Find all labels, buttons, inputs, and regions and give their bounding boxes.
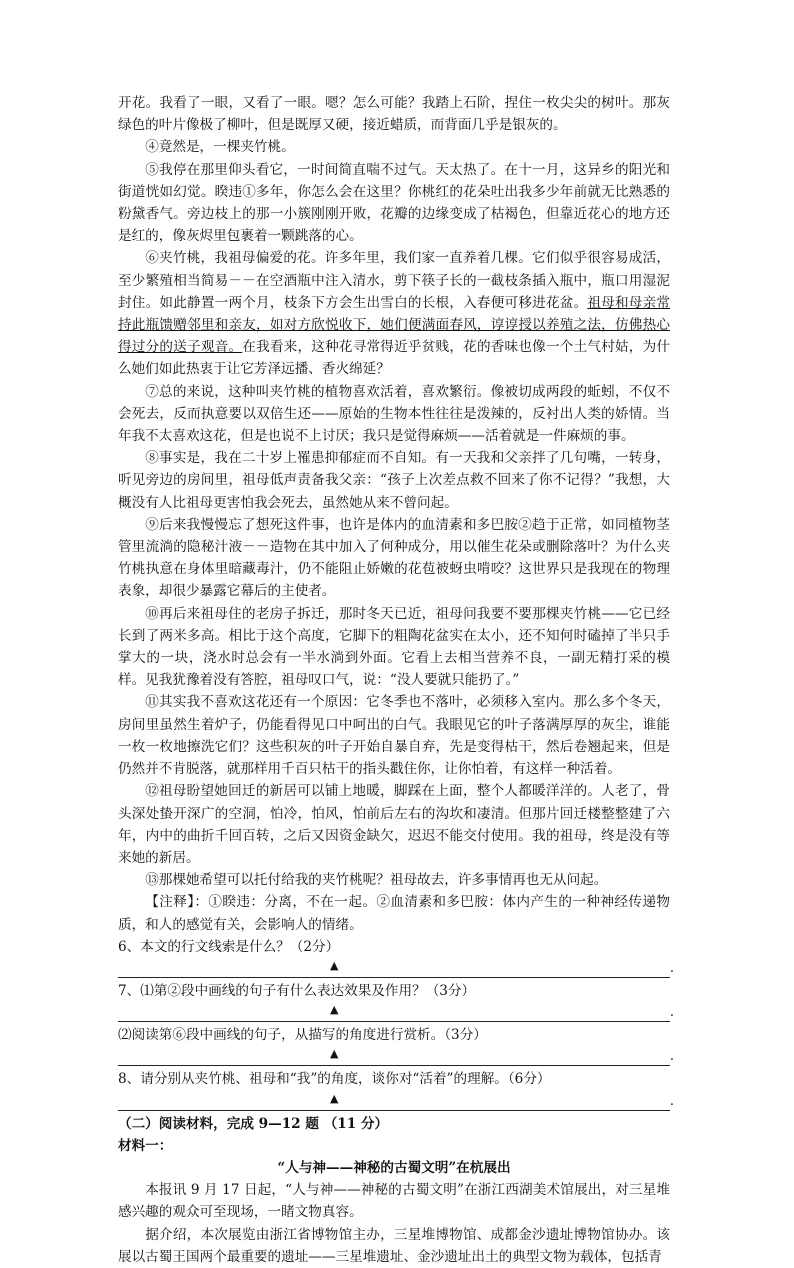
question-7-2: ⑵阅读第⑥段中画线的句子，从描写的角度进行赏析。（3分） <box>118 1027 487 1044</box>
line-end-dot: . <box>669 1093 674 1109</box>
answer-underline <box>118 977 670 978</box>
answer-marker: ▲ <box>330 1091 339 1105</box>
paragraph-13: ⑬那棵她希望可以托付给我的夹竹桃呢？祖母故去，许多事情再也无从问起。 <box>145 872 608 889</box>
paragraph-10: ⑩再后来祖母住的老房子拆迁，那时冬天已近，祖母问我要不要那棵夹竹桃——它已经长到了两米多高。相比于这个高度，它脚下的粗陶花盆实在太小，还不知何时磕掉了半只手掌大的一块，浇水时总会有一半水淌到外面。它看上去相当营养不良，一副无精打采的模样。见我犹豫着没有答腔，祖母叹口气，说：“没人要就只能扔了。” <box>118 605 670 689</box>
paragraph-8: ⑧事实是，我在二十岁上罹患抑郁症而不自知。有一天我和父亲拌了几句嘴，一转身，听见旁边的房间里，祖母低声责备我父亲：“孩子上次差点救不回来了你不记得？”我想，大概没有人比祖母更害怕我会死去，虽然她从来不曾问起。 <box>118 450 670 511</box>
section-2-heading: （二）阅读材料，完成 9—12 题 （11 分） <box>118 1115 389 1132</box>
article-paragraph-2: 据介绍，本次展览由浙江省博物馆主办，三星堆博物馆、成都金沙遗址博物馆协办。该展以古蜀王国两个最重要的遗址——三星堆遗址、金沙遗址出土的典型文物为载体，包括青 <box>118 1226 670 1265</box>
paragraph-5: ⑤我停在那里仰头看它，一时间简直喘不过气。天太热了。在十一月，这异乡的阳光和街道恍如幻觉。睽违①多年，你怎么会在这里？你桃红的花朵吐出我多少年前就无比熟悉的粉黛香气。旁边枝上的那一小簇刚刚开败，花瓣的边缘变成了枯褐色，但靠近花心的地方还是红的，像灰烬里包裹着一颗跳落的心。 <box>118 161 670 245</box>
answer-line-7-1[interactable] <box>118 1002 674 1024</box>
question-7-1: 7、⑴第②段中画线的句子有什么表达效果及作用？（3分） <box>118 982 476 999</box>
answer-underline <box>118 1110 670 1111</box>
answer-line-6[interactable] <box>118 958 674 980</box>
answer-underline <box>118 1021 670 1022</box>
answer-marker: ▲ <box>330 1047 339 1061</box>
document-page <box>118 92 674 1268</box>
article-title: “人与神——神秘的古蜀文明”在杭展出 <box>277 1159 511 1176</box>
answer-marker: ▲ <box>330 958 339 972</box>
line-end-dot: . <box>669 1049 674 1065</box>
answer-underline <box>118 1065 670 1066</box>
question-8: 8、请分别从夹竹桃、祖母和“我”的角度，谈你对“活着”的理解。（6分） <box>118 1071 551 1088</box>
paragraph-continuation: 开花。我看了一眼，又看了一眼。嗯？怎么可能？我踏上石阶，捏住一枚尖尖的树叶。那灰绿色的叶片像极了柳叶，但是既厚又硬，接近蜡质，而背面几乎是银灰的。 <box>118 95 670 134</box>
question-6: 6、本文的行文线索是什么？（2分） <box>118 938 340 955</box>
paragraph-11: ⑪其实我不喜欢这花还有一个原因：它冬季也不落叶，必须移入室内。那么多个冬天，房间里虽然生着炉子，仍能看得见口中呵出的白气。我眼见它的叶子落满厚厚的灰尘，谁能一枚一枚地擦洗它们？这些积灰的叶子开始自暴自弃，先是变得枯干，然后卷翘起来，但是仍然并不肯脱落，就那样用千百只枯干的指头戳住你，让你怕着，有这样一种活着。 <box>118 694 670 778</box>
material-label: 材料一： <box>118 1137 173 1154</box>
paragraph-9: ⑨后来我慢慢忘了想死这件事，也许是体内的血清素和多巴胺②趋于正常，如同植物茎管里流淌的隐秘汁液－－造物在其中加入了何种成分，用以催生花朵或删除落叶？为什么夹竹桃执意在身体里暗藏毒汁，仍不能阻止娇嫩的花苞被蚜虫啃咬？这世界只是我现在的物理表象，却很少暴露它幕后的主使者。 <box>118 516 670 600</box>
paragraph-6-text-b: 在我看来，这种花寻常得近乎贫贱，花的香味也像一个土气村姑，为什么她们如此热衷于让它芳泽远播、香火绵延？ <box>118 339 671 378</box>
paragraph-6-text-a: ⑥夹竹桃，我祖母偏爱的花。许多年里，我们家一直养着几棵。它们似乎很容易成活，至少繁殖相当简易－－在空酒瓶中注入清水，剪下筷子长的一截枝条插入瓶中，瓶口用湿泥封住。如此静置一两个月，枝条下方会生出雪白的长根，入春便可移进花盆。 <box>118 250 670 311</box>
answer-line-7-2[interactable] <box>118 1046 674 1068</box>
annotation-note: 【注释】：①睽违：分离，不在一起。②血清素和多巴胺：体内产生的一种神经传递物质，和人的感觉有关，会影响人的情绪。 <box>118 894 670 933</box>
paragraph-6-underlined-sentence: 祖母和母亲常持此瓶馈赠邻里和亲友，如对方欣悦收下，她们便满面春风，谆谆授以养殖之法，仿佛热心得过分的送子观音。 <box>118 294 671 356</box>
article-paragraph-1: 本报讯 9 月 17 日起，“人与神——神秘的古蜀文明”在浙江西湖美术馆展出，对三星堆感兴趣的观众可至现场，一睹文物真容。 <box>118 1182 670 1221</box>
answer-line-8[interactable] <box>118 1091 674 1113</box>
line-end-dot: . <box>669 1005 674 1021</box>
paragraph-7: ⑦总的来说，这种叫夹竹桃的植物喜欢活着，喜欢繁衍。像被切成两段的蚯蚓，不仅不会死去，反而执意要以双倍生还——原始的生物本性往往是泼辣的，反衬出人类的娇情。当年我不太喜欢这花，但是也说不上讨厌；我只是觉得麻烦——活着就是一件麻烦的事。 <box>118 383 670 445</box>
line-end-dot: . <box>669 960 674 976</box>
answer-marker: ▲ <box>330 1003 339 1017</box>
paragraph-12: ⑫祖母盼望她回迁的新居可以铺上地暖，脚踩在上面，整个人都暖洋洋的。人老了，骨头深处蛰开深广的空洞，怕冷，怕风，怕前后左右的沟坎和凄清。但那片回迁楼整整建了六年，内中的曲折千回百转，之后又因资金缺欠，迟迟不能交付使用。我的祖母，终是没有等来她的新居。 <box>118 783 670 866</box>
paragraph-4: ④竟然是，一棵夹竹桃。 <box>145 139 295 156</box>
paragraph-6 <box>118 247 670 380</box>
